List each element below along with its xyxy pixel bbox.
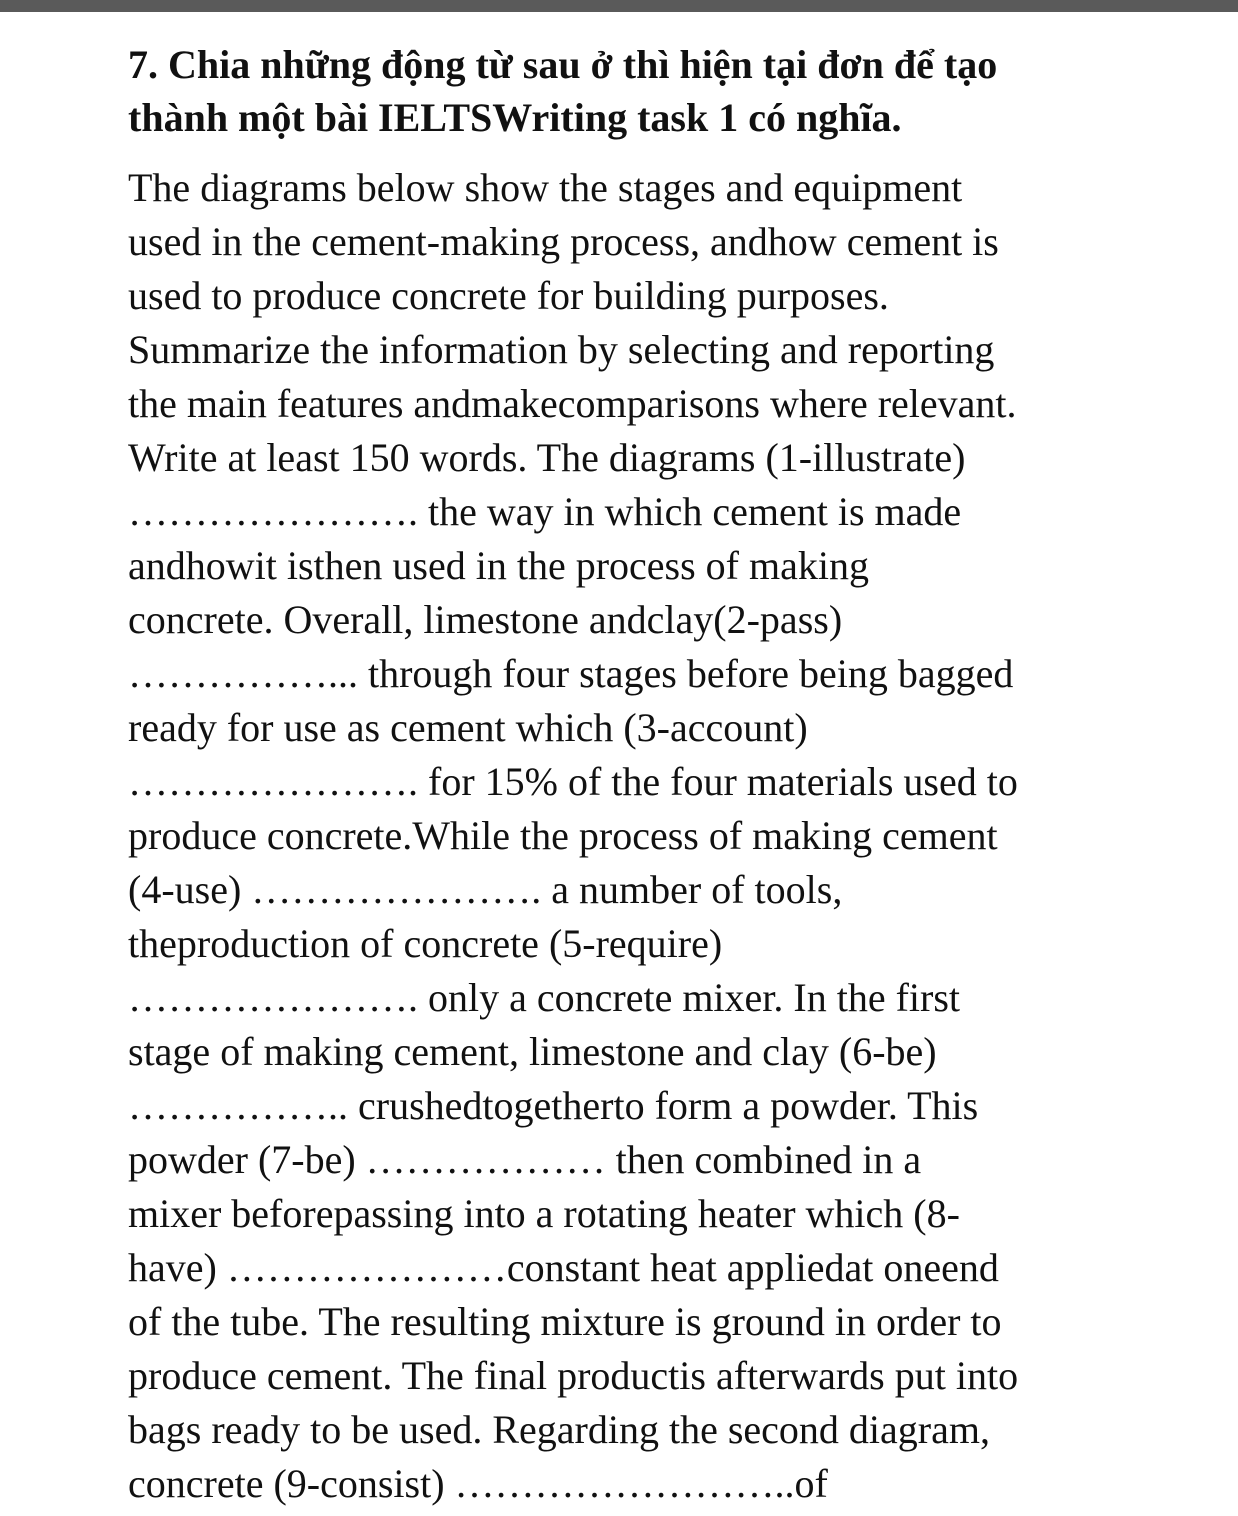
body-line: The diagrams below show the stages and equipment [128,165,963,210]
body-line: used to produce concrete for building purposes. [128,273,889,318]
blank-line-7: powder (7-be) ……………… then combined in a [128,1137,922,1182]
exercise-body [128,161,1218,1511]
blank-line-8: have) …………………constant heat appliedat oneend [128,1245,999,1290]
heading-line-2: thành một bài IELTSWriting task 1 có nghĩa. [128,95,902,140]
blank-line-1: …………………. the way in which cement is made [128,489,962,534]
body-line: mixer beforepassing into a rotating heater which (8- [128,1191,960,1236]
top-border [0,0,1238,12]
body-line: theproduction of concrete (5-require) [128,921,723,966]
body-line: stage of making cement, limestone and clay (6-be) [128,1029,937,1074]
body-line: produce concrete.While the process of making cement [128,813,998,858]
body-line: andhowit isthen used in the process of making [128,543,869,588]
heading-line-1: 7. Chia những động từ sau ở thì hiện tại đơn để tạo [128,42,998,87]
body-line: used in the cement-making process, andhow cement is [128,219,999,264]
blank-line-3: …………………. for 15% of the four materials used to [128,759,1018,804]
document-page [128,38,1218,1511]
blank-line-6: …………….. crushedtogetherto form a powder. This [128,1083,979,1128]
exercise-heading [128,38,1218,144]
blank-line-4: (4-use) …………………. a number of tools, [128,867,843,912]
blank-line-9: concrete (9-consist) ……………………..of [128,1461,828,1506]
body-line: produce cement. The final productis afterwards put into [128,1353,1019,1398]
body-line: ready for use as cement which (3-account) [128,705,808,750]
body-line: of the tube. The resulting mixture is ground in order to [128,1299,1002,1344]
body-line: the main features andmakecomparisons where relevant. [128,381,1017,426]
body-line: bags ready to be used. Regarding the second diagram, [128,1407,990,1452]
body-line: Summarize the information by selecting and reporting [128,327,995,372]
blank-line-2: ……………... through four stages before being bagged [128,651,1014,696]
blank-line-5: …………………. only a concrete mixer. In the first [128,975,961,1020]
body-line: concrete. Overall, limestone andclay(2-pass) [128,597,843,642]
body-line: Write at least 150 words. The diagrams (1-illustrate) [128,435,966,480]
